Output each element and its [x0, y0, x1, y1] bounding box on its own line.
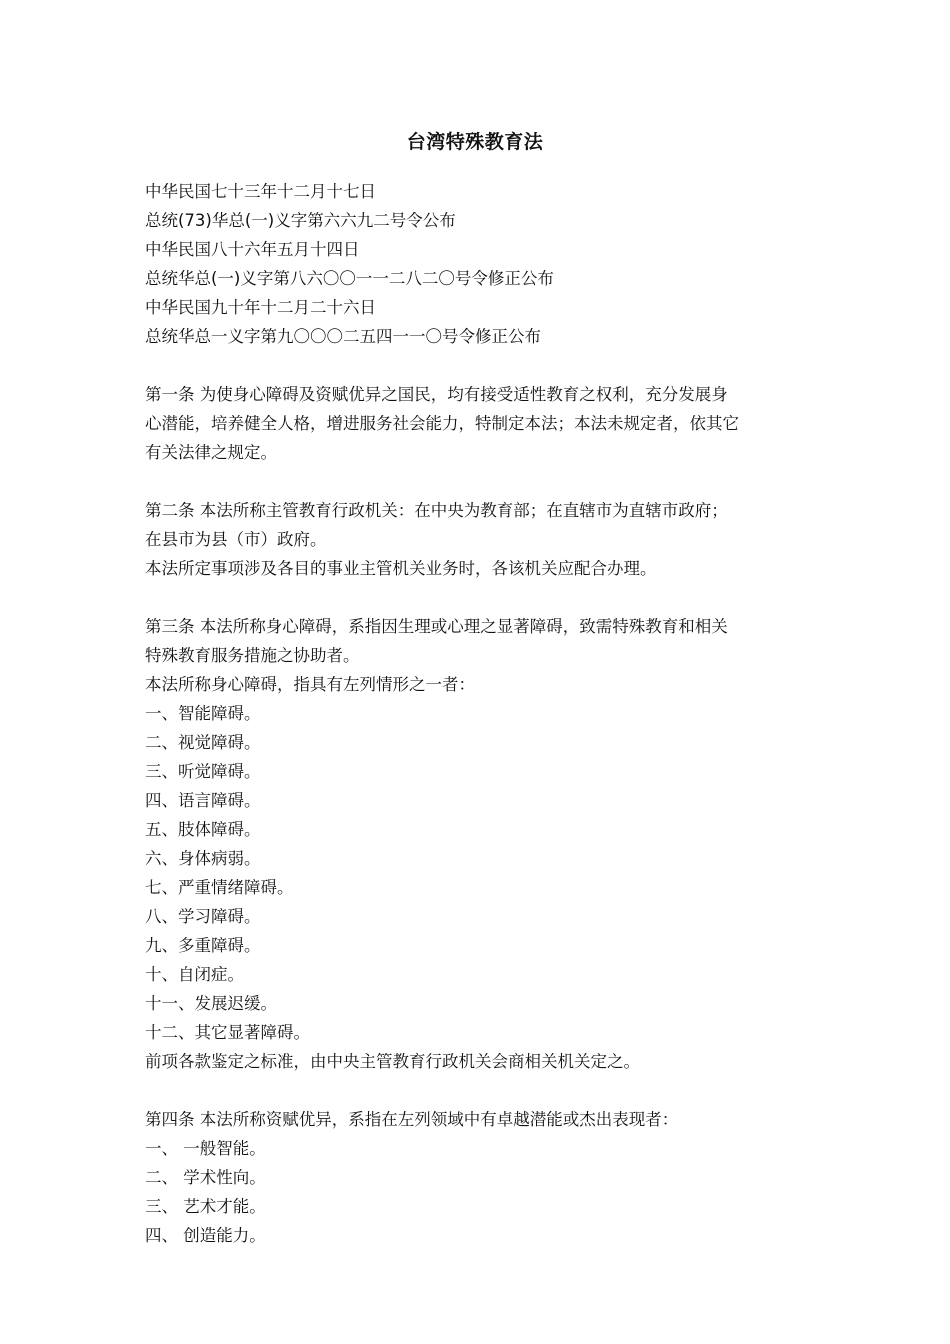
list-item: 四、语言障碍。: [145, 791, 261, 810]
article-line: 第二条 本法所称主管教育行政机关：在中央为教育部；在直辖市为直辖市政府；: [145, 501, 728, 520]
document-body: [145, 177, 815, 1250]
header-line: 中华民国七十三年十二月十七日: [145, 182, 376, 201]
list-item: 十、自闭症。: [145, 965, 244, 984]
list-item: 七、严重情绪障碍。: [145, 878, 294, 897]
list-item: 一、智能障碍。: [145, 704, 261, 723]
list-item: 九、多重障碍。: [145, 936, 261, 955]
list-item: 六、身体病弱。: [145, 849, 261, 868]
paragraph-gap: [145, 1076, 815, 1105]
list-item: 二、视觉障碍。: [145, 733, 261, 752]
article-line: 第一条 为使身心障碍及资赋优异之国民，均有接受适性教育之权利，充分发展身: [145, 385, 728, 404]
list-item: 三、 艺术才能。: [145, 1197, 266, 1216]
header-line: 中华民国九十年十二月二十六日: [145, 298, 376, 317]
list-item: 八、学习障碍。: [145, 907, 261, 926]
article-line: 前项各款鉴定之标准，由中央主管教育行政机关会商相关机关定之。: [145, 1052, 640, 1071]
list-item: 一、 一般智能。: [145, 1139, 266, 1158]
list-item: 十二、其它显著障碍。: [145, 1023, 310, 1042]
paragraph-gap: [145, 467, 815, 496]
article-line: 第三条 本法所称身心障碍，系指因生理或心理之显著障碍，致需特殊教育和相关: [145, 617, 728, 636]
header-line: 总统华总(一)义字第八六〇〇一一二八二〇号令修正公布: [145, 269, 554, 288]
header-line: 中华民国八十六年五月十四日: [145, 240, 360, 259]
header-line: 总统华总一义字第九〇〇〇二五四一一〇号令修正公布: [145, 327, 541, 346]
paragraph-gap: [145, 583, 815, 612]
article-line: 第四条 本法所称资赋优异，系指在左列领域中有卓越潜能或杰出表现者：: [145, 1110, 679, 1129]
article-3: [145, 612, 815, 1076]
article-line: 本法所定事项涉及各目的事业主管机关业务时，各该机关应配合办理。: [145, 559, 657, 578]
document-title: 台湾特殊教育法: [406, 131, 544, 153]
list-item: 二、 学术性向。: [145, 1168, 266, 1187]
header-line: 总统(73)华总(一)义字第六六九二号令公布: [145, 211, 456, 230]
article-4: [145, 1105, 815, 1250]
article-line: 特殊教育服务措施之协助者。: [145, 646, 360, 665]
list-item: 五、肢体障碍。: [145, 820, 261, 839]
article-line: 有关法律之规定。: [145, 443, 277, 462]
promulgation-history: [145, 177, 815, 351]
article-line: 心潜能，培养健全人格，增进服务社会能力，特制定本法；本法未规定者，依其它: [145, 414, 739, 433]
list-item: 四、 创造能力。: [145, 1226, 266, 1245]
article-line: 本法所称身心障碍，指具有左列情形之一者：: [145, 675, 475, 694]
paragraph-gap: [145, 351, 815, 380]
list-item: 三、听觉障碍。: [145, 762, 261, 781]
article-2: [145, 496, 815, 583]
article-line: 在县市为县（市）政府。: [145, 530, 327, 549]
list-item: 十一、发展迟缓。: [145, 994, 277, 1013]
article-1: [145, 380, 815, 467]
